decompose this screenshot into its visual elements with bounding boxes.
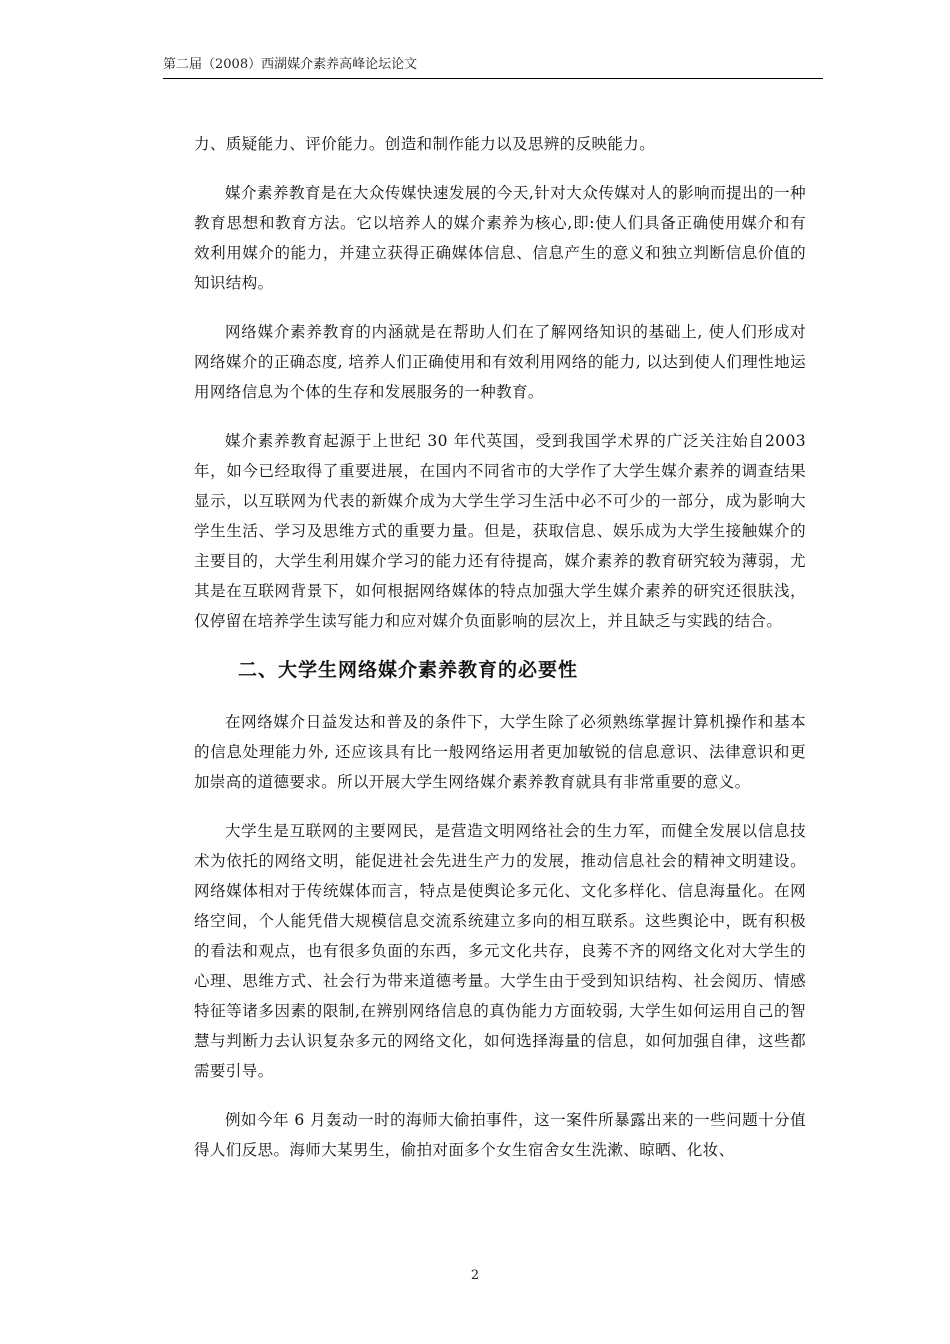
page-number: 2 [470, 1268, 480, 1283]
paragraph: 媒介素养教育起源于上世纪 30 年代英国，受到我国学术界的广泛关注始自2003 年，如今已经取得了重要进展，在国内不同省市的大学作了大学生媒介素养的调查结果显示，以互联网为代表的新媒介成为大学生学习生活中必不可少的一部分，成为影响大学生生活、学习及思维方式的重要力量。但是，获取信息、娱乐成为大学生接触媒介的主要目的，大学生利用媒介学习的能力还有待提高，媒介素养的教育研究较为薄弱，尤其是在互联网背景下，如何根据网络媒体的特点加强大学生媒介素养的研究还很肤浅，仅停留在培养学生读写能力和应对媒介负面影响的层次上，并且缺乏与实践的结合。 [194, 432, 806, 630]
running-header [163, 56, 823, 79]
paragraph: 媒介素养教育是在大众传媒快速发展的今天,针对大众传媒对人的影响而提出的一种教育思想和教育方法。它以培养人的媒介素养为核心,即:使人们具备正确使用媒介和有效利用媒介的能力，并建立获得正确媒体信息、信息产生的意义和独立判断信息价值的知识结构。 [194, 184, 806, 292]
paragraph: 在网络媒介日益发达和普及的条件下，大学生除了必须熟练掌握计算机操作和基本的信息处理能力外, 还应该具有比一般网络运用者更加敏锐的信息意识、法律意识和更加崇高的道德要求。所以开展大学生网络媒介素养教育就具有非常重要的意义。 [194, 713, 806, 791]
header-title: 第二届（2008）西湖媒介素养高峰论坛论文 [163, 57, 418, 72]
paragraph: 大学生是互联网的主要网民，是营造文明网络社会的生力军，而健全发展以信息技术为依托的网络文明，能促进社会先进生产力的发展，推动信息社会的精神文明建设。网络媒体相对于传统媒体而言，特点是使舆论多元化、文化多样化、信息海量化。在网络空间，个人能凭借大规模信息交流系统建立多向的相互联系。这些舆论中，既有积极的看法和观点，也有很多负面的东西，多元文化共存，良莠不齐的网络文化对大学生的心理、思维方式、社会行为带来道德考量。大学生由于受到知识结构、社会阅历、情感特征等诸多因素的限制,在辨别网络信息的真伪能力方面较弱, 大学生如何运用自己的智慧与判断力去认识复杂多元的网络文化，如何选择海量的信息，如何加强自律，这些都需要引导。 [194, 822, 806, 1080]
paragraph: 网络媒介素养教育的内涵就是在帮助人们在了解网络知识的基础上, 使人们形成对网络媒介的正确态度, 培养人们正确使用和有效利用网络的能力, 以达到使人们理性地运用网络信息为个体的生存和发展服务的一种教育。 [194, 323, 806, 401]
body-text [194, 129, 806, 1184]
paragraph: 例如今年 6 月轰动一时的海师大偷拍事件，这一案件所暴露出来的一些问题十分值得人们反思。海师大某男生，偷拍对面多个女生宿舍女生洗漱、晾晒、化妆、 [194, 1111, 806, 1159]
paragraph: 力、质疑能力、评价能力。创造和制作能力以及思辨的反映能力。 [194, 135, 656, 153]
section-heading: 二、大学生网络媒介素养教育的必要性 [238, 659, 579, 681]
